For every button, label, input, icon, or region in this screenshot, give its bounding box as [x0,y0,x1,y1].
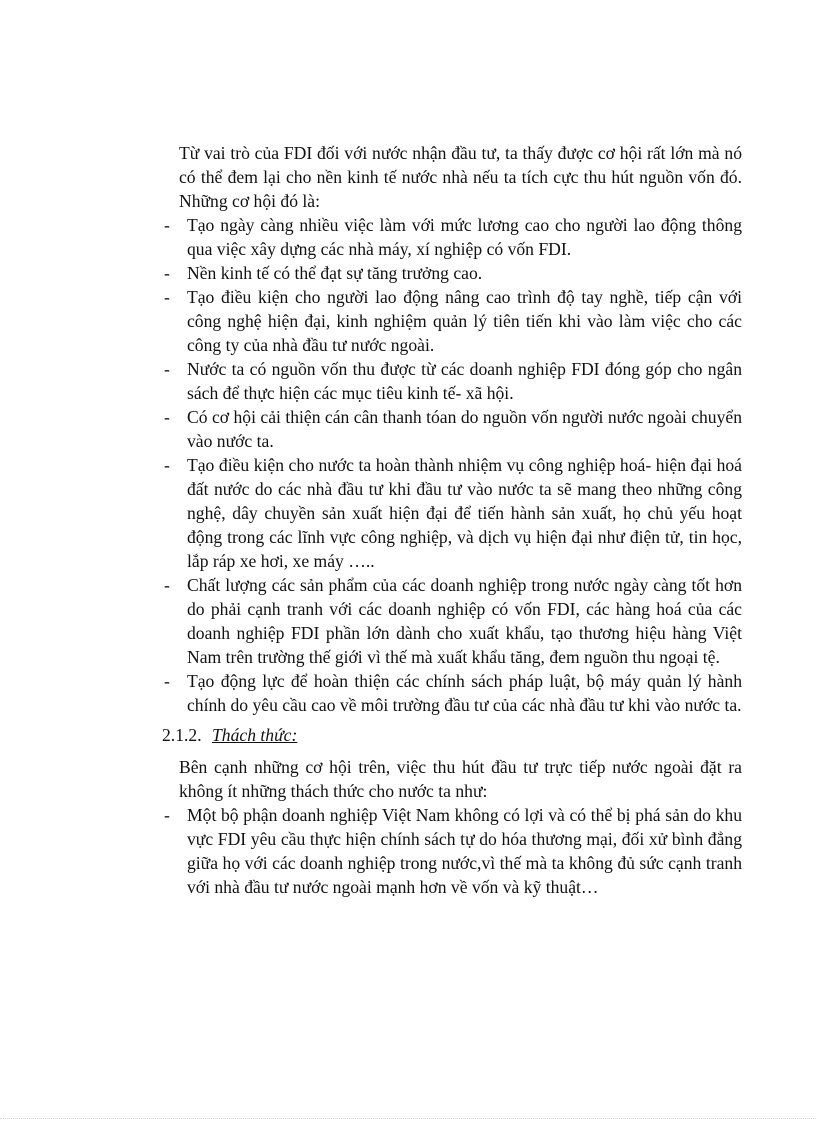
list-item-text: Một bộ phận doanh nghiệp Việt Nam không có lợi và có thể bị phá sản do khu vực FDI yêu cầu thực hiện chính sách tự do hóa thương mại, đối xử bình đẳng giữa họ với các doanh nghiệp trong nước,vì thế mà ta không đủ sức cạnh tranh với nhà đầu tư nước ngoài mạnh hơn về vốn và kỹ thuật… [187,805,742,897]
list-item [162,405,742,453]
list-item-text: Tạo điều kiện cho nước ta hoàn thành nhiệm vụ công nghiệp hoá- hiện đại hoá đất nước do các nhà đầu tư khi đầu tư vào nước ta sẽ mang theo những công nghệ, dây chuyền sản xuất hiện đại để tiến hành sản xuất, họ chủ yếu hoạt động trong các lĩnh vực công nghiệp, và dịch vụ hiện đại như điện tử, tin học, lắp ráp xe hơi, xe máy ….. [187,455,742,571]
list-item-text: Có cơ hội cải thiện cán cân thanh tóan do nguồn vốn người nước ngoài chuyển vào nước ta. [187,407,742,451]
page-content [162,141,742,899]
dash-bullet: - [164,215,170,235]
list-item [162,803,742,899]
list-item [162,357,742,405]
list-item [162,573,742,669]
section-number: 2.1.2. [162,725,202,745]
dash-bullet: - [164,359,170,379]
list-item [162,261,742,285]
dash-bullet: - [164,287,170,307]
page-bottom-divider [0,1118,816,1119]
intro-paragraph: Từ vai trò của FDI đối với nước nhận đầu tư, ta thấy được cơ hội rất lớn mà nó có thể đem lại cho nền kinh tế nước nhà nếu ta tích cực thu hút nguồn vốn đó. Những cơ hội đó là: [179,143,742,211]
list-item [162,285,742,357]
list-item-text: Nền kinh tế có thể đạt sự tăng trưởng cao. [187,263,483,283]
dash-bullet: - [164,671,170,691]
section-title: Thách thức: [212,725,298,745]
list-item [162,213,742,261]
list-item-text: Nước ta có nguồn vốn thu được từ các doanh nghiệp FDI đóng góp cho ngân sách để thực hiện các mục tiêu kinh tế- xã hội. [187,359,742,403]
list-item-text: Tạo điều kiện cho người lao động nâng cao trình độ tay nghề, tiếp cận với công nghệ hiện đại, kinh nghiệm quản lý tiên tiến khi vào làm việc cho các công ty của nhà đầu tư nước ngoài. [187,287,742,355]
dash-bullet: - [164,407,170,427]
challenges-intro-paragraph: Bên cạnh những cơ hội trên, việc thu hút đầu tư trực tiếp nước ngoài đặt ra không ít những thách thức cho nước ta như: [179,757,742,801]
list-item [162,453,742,573]
challenges-list [162,803,742,899]
list-item-text: Chất lượng các sản phẩm của các doanh nghiệp trong nước ngày càng tốt hơn do phải cạnh tranh với các doanh nghiệp có vốn FDI, các hàng hoá của các doanh nghiệp FDI phần lớn dành cho xuất khẩu, tạo thương hiệu hàng Việt Nam trên trường thế giới vì thế mà xuất khẩu tăng, đem nguồn thu ngoại tệ. [187,575,742,667]
opportunities-list [162,213,742,717]
dash-bullet: - [164,263,170,283]
list-item-text: Tạo ngày càng nhiều việc làm với mức lương cao cho người lao động thông qua việc xây dựng các nhà máy, xí nghiệp có vốn FDI. [187,215,742,259]
list-item [162,669,742,717]
section-heading [162,723,742,747]
list-item-text: Tạo động lực để hoàn thiện các chính sách pháp luật, bộ máy quản lý hành chính do yêu cầu cao về môi trường đầu tư của các nhà đầu tư khi vào nước ta. [187,671,742,715]
dash-bullet: - [164,805,170,825]
dash-bullet: - [164,455,170,475]
dash-bullet: - [164,575,170,595]
